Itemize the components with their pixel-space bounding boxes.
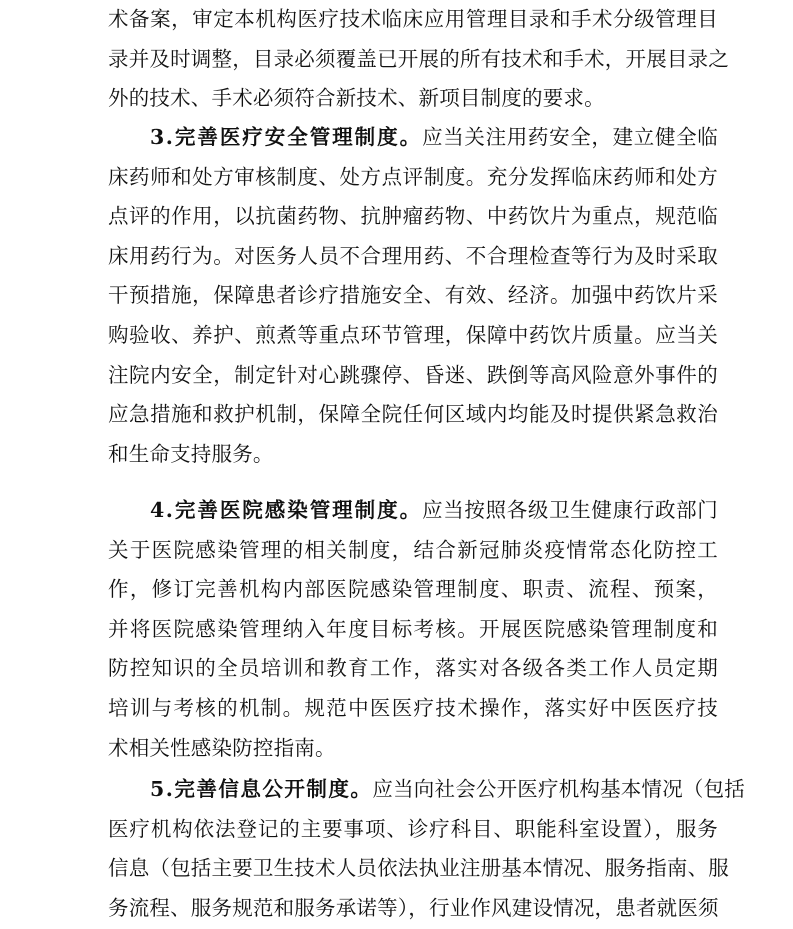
text-line: 外的技术、手术必须符合新技术、新项目制度的要求。 [108, 86, 605, 111]
text-line: 术备案，审定本机构医疗技术临床应用管理目录和手术分级管理目 [108, 7, 718, 31]
text-line: 干预措施，保障患者诊疗措施安全、有效、经济。加强中药饮片采 [108, 283, 718, 308]
text-line: 注院内安全，制定针对心跳骤停、昏迷、跌倒等高风险意外事件的 [108, 362, 718, 387]
text-line [108, 770, 746, 810]
text-line: 和生命支持服务。 [108, 441, 274, 466]
text-line: 床药师和处方审核制度、处方点评制度。充分发挥临床药师和处方 [108, 164, 718, 189]
text-line: 务流程、服务规范和服务承诺等），行业作风建设情况，患者就医须 [108, 895, 719, 920]
section-heading: 3.完善医疗安全管理制度。 [150, 125, 423, 149]
heading-continuation: 应当关注用药安全，建立健全临 [422, 125, 718, 149]
text-line: 床用药行为。对医务人员不合理用药、不合理检查等行为及时采取 [108, 243, 718, 268]
text-line: 关于医院感染管理的相关制度，结合新冠肺炎疫情常态化防控工 [108, 537, 718, 562]
text-line: 点评的作用，以抗菌药物、抗肿瘤药物、中药饮片为重点，规范临 [108, 204, 718, 229]
paragraph-technology-catalog [108, 0, 729, 119]
text-line: 信息（包括主要卫生技术人员依法执业注册基本情况、服务指南、服 [108, 856, 729, 881]
section-heading: 5.完善信息公开制度。 [150, 777, 373, 801]
text-line: 作，修订完善机构内部医院感染管理制度、职责、流程、预案， [108, 577, 718, 602]
heading-continuation: 应当按照各级卫生健康行政部门 [422, 498, 718, 522]
text-line [108, 118, 718, 158]
text-line: 医疗机构依法登记的主要事项、诊疗科目、职能科室设置），服务 [108, 816, 718, 841]
text-line: 并将医院感染管理纳入年度目标考核。开展医院感染管理制度和 [108, 616, 718, 641]
text-line: 购验收、养护、煎煮等重点环节管理，保障中药饮片质量。应当关 [108, 322, 718, 347]
heading-continuation: 应当向社会公开医疗机构基本情况（包括 [372, 777, 746, 801]
paragraph-information-disclosure [108, 770, 746, 928]
text-line: 录并及时调整，目录必须覆盖已开展的所有技术和手术，开展目录之 [108, 46, 729, 71]
text-line: 培训与考核的机制。规范中医医疗技术操作，落实好中医医疗技 [108, 695, 718, 720]
text-line: 防控知识的全员培训和教育工作，落实对各级各类工作人员定期 [108, 656, 718, 681]
text-line: 应急措施和救护机制，保障全院任何区域内均能及时提供紧急救治 [108, 402, 718, 427]
section-heading: 4.完善医院感染管理制度。 [150, 498, 423, 522]
paragraph-infection-control [108, 491, 718, 768]
text-line: 术相关性感染防控指南。 [108, 735, 336, 760]
text-line [108, 491, 718, 531]
paragraph-medical-safety [108, 118, 718, 474]
